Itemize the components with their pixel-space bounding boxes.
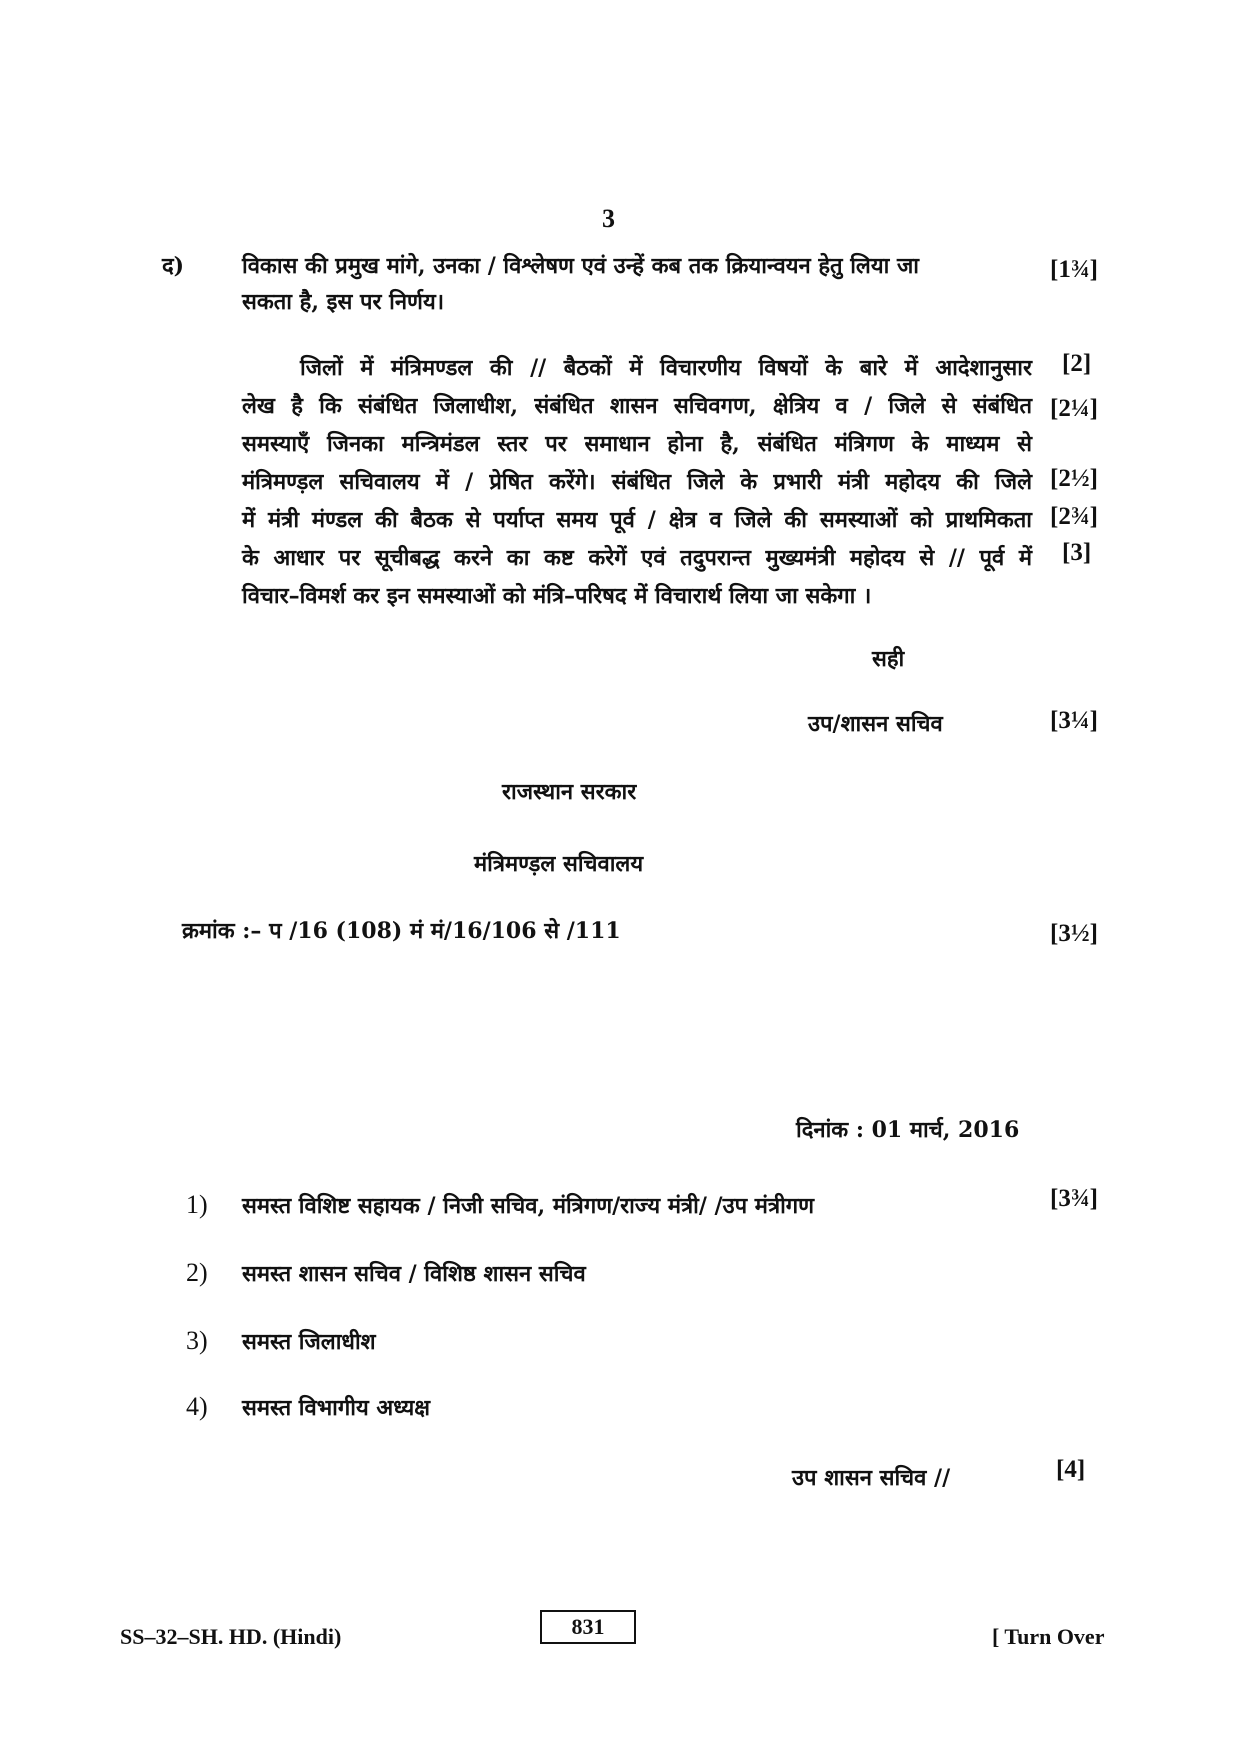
- item-d-mark: [1¾]: [1050, 256, 1098, 283]
- final-signature-mark: [4]: [1056, 1456, 1086, 1483]
- paragraph-line-2: लेख है कि संबंधित जिलाधीश, संबंधित शासन सचिवगण, क्षेत्रिय व / जिले से संबंधित: [242, 393, 1032, 419]
- paragraph-mark-5: [3]: [1062, 539, 1092, 566]
- paragraph-line-6: के आधार पर सूचीबद्ध करने का कष्ट करेगें एवं तदुपरान्त मुख्यमंत्री महोदय से // पूर्व में: [242, 545, 1032, 571]
- paragraph-line-1: जिलों में मंत्रिमण्डल की // बैठकों में विचारणीय विषयों के बारे में आदेशानुसार: [300, 355, 1032, 381]
- recipient-text-3: समस्त जिलाधीश: [242, 1329, 376, 1355]
- kramank: क्रमांक :– प /16 (108) मं मं/16/106 से /111: [182, 918, 621, 944]
- paragraph-line-4: मंत्रिमण्ड़ल सचिवालय में / प्रेषित करेंगे। संबंधित जिले के प्रभारी मंत्री महोदय की जिले: [242, 469, 1032, 495]
- page-number: 3: [602, 204, 615, 233]
- paragraph-mark-3: [2½]: [1050, 465, 1098, 492]
- paragraph-line-3: समस्याएँ जिनका मन्त्रिमंडल स्तर पर समाधान होना है, संबंधित मंत्रिगण के माध्यम से: [242, 431, 1032, 457]
- signature-sahi: सही: [872, 646, 905, 672]
- date: दिनांक : 01 मार्च, 2016: [796, 1117, 1020, 1143]
- recipient-text-1: समस्त विशिष्ट सहायक / निजी सचिव, मंत्रिगण/राज्य मंत्री/ /उप मंत्रीगण: [242, 1193, 815, 1219]
- footer-code: SS–32–SH. HD. (Hindi): [120, 1624, 342, 1649]
- paragraph-mark-1: [2]: [1062, 350, 1092, 377]
- recipient-text-2: समस्त शासन सचिव / विशिष्ठ शासन सचिव: [242, 1261, 586, 1287]
- recipient-num-4: 4): [186, 1392, 208, 1421]
- footer-turn-over: [ Turn Over: [992, 1624, 1105, 1649]
- kramank-mark: [3½]: [1050, 920, 1098, 947]
- footer-page-code: 831: [540, 1610, 636, 1644]
- item-d-label: द): [162, 253, 185, 279]
- paragraph-mark-2: [2¼]: [1050, 395, 1098, 422]
- paragraph-line-7: विचार–विमर्श कर इन समस्याओं को मंत्रि–परिषद में विचारार्थ लिया जा सकेगा ।: [242, 583, 872, 609]
- final-signature-designation: उप शासन सचिव //: [792, 1465, 951, 1491]
- paragraph-mark-4: [2¾]: [1050, 503, 1098, 530]
- recipient-num-1: 1): [186, 1190, 208, 1219]
- recipient-num-2: 2): [186, 1258, 208, 1287]
- dept-title: मंत्रिमण्ड़ल सचिवालय: [474, 851, 644, 877]
- signature-designation: उप/शासन सचिव: [808, 711, 943, 737]
- item-d-line-1: विकास की प्रमुख मांगे, उनका / विश्लेषण एवं उन्हें कब तक क्रियान्वयन हेतु लिया जा: [242, 253, 919, 279]
- govt-title: राजस्थान सरकार: [502, 779, 637, 805]
- item-d-line-2: सकता है, इस पर निर्णय।: [242, 289, 445, 315]
- recipient-mark-1: [3¾]: [1050, 1185, 1098, 1212]
- recipient-num-3: 3): [186, 1326, 208, 1355]
- paragraph-line-5: में मंत्री मंण्डल की बैठक से पर्याप्त समय पूर्व / क्षेत्र व जिले की समस्याओं को प्राथमिकता: [242, 507, 1032, 533]
- recipient-text-4: समस्त विभागीय अध्यक्ष: [242, 1395, 430, 1421]
- signature-mark: [3¼]: [1050, 707, 1098, 734]
